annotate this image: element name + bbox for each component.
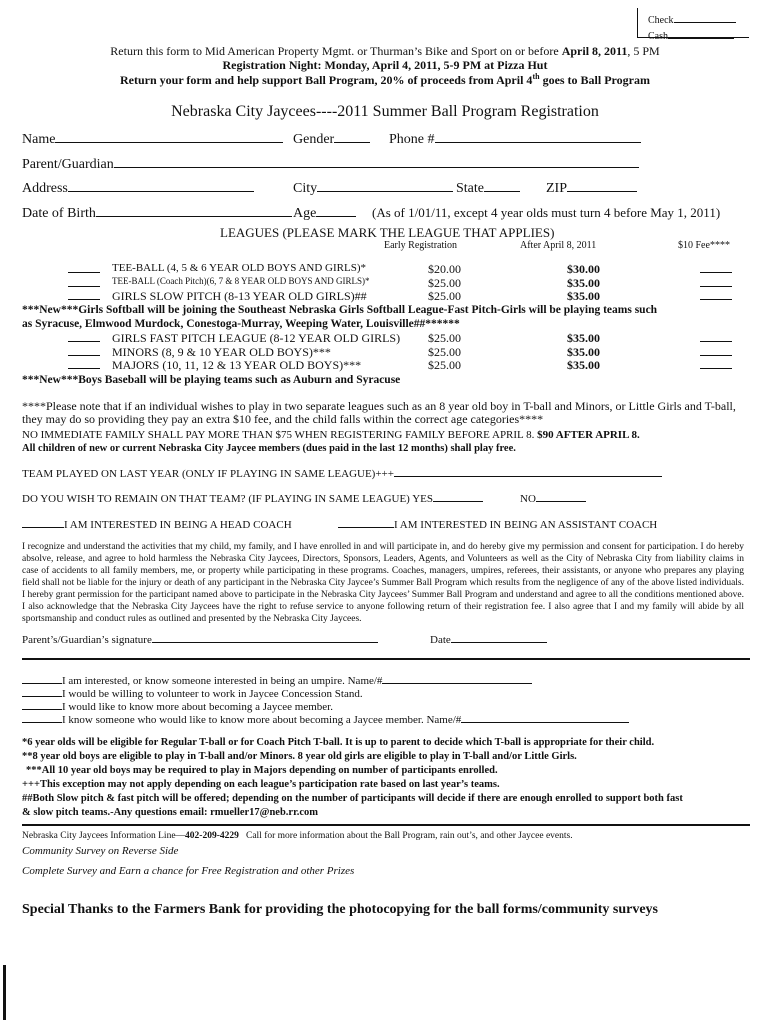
girls-softball-note: ***New***Girls Softball will be joining the Southeast Nebraska Girls Softball League-Fast Pitch-Girls will be playing teams such xyxy=(22,304,658,316)
girls-softball-note-2: as Syracuse, Elmwood Murdock, Conestoga-Murray, Weeping Water, Louisville##****** xyxy=(22,318,460,330)
footnote-pitch: ##Both Slow pitch & fast pitch will be offered; depending on the number of participants will decide if there are enough enrolled to support both fast xyxy=(22,793,683,804)
league-a-fee-line[interactable] xyxy=(700,272,732,273)
league-b-after-price: $35.00 xyxy=(567,358,600,372)
gender-field[interactable]: Gender xyxy=(293,131,370,148)
divider xyxy=(22,658,750,660)
league-b-checkbox-line[interactable] xyxy=(68,341,100,342)
age-note: (As of 1/01/11, except 4 year olds must turn 4 before May 1, 2011) xyxy=(372,205,721,220)
footnote-majors: ***All 10 year old boys may be required to play in Majors depending on number of participants enrolled. xyxy=(26,765,498,776)
address-field[interactable]: Address xyxy=(22,180,254,197)
league-a-name: TEE-BALL (Coach Pitch)(6, 7 & 8 YEAR OLD BOYS AND GIRLS)* xyxy=(112,276,370,286)
prize-note: Complete Survey and Earn a chance for Free Registration and other Prizes xyxy=(22,865,355,877)
league-b-fee-line[interactable] xyxy=(700,355,732,356)
league-a-after-price: $35.00 xyxy=(567,276,600,290)
family-max-note: NO IMMEDIATE FAMILY SHALL PAY MORE THAN $75 WHEN REGISTERING FAMILY BEFORE APRIL 8. $90 AFTER APRIL 8. xyxy=(22,429,640,441)
early-registration-header: Early Registration xyxy=(384,240,458,251)
league-a-checkbox-line[interactable] xyxy=(68,299,100,300)
footnote-tball: *6 year olds will be eligible for Regular T-ball or for Coach Pitch T-ball. It is up to parent to decide which T-ball is appropriate for their child. xyxy=(22,737,655,748)
liability-waiver: I recognize and understand the activities that my child, my family, and I have enrolled in and will participate in, and do hereby give my permission and consent for participation. I do hereby absolve, release, and agree to hold harmless the Nebraska City Jaycees, Directors, Sponsors, Leaders, Agents, and Volunteers as well as the City of Nebraska City from liability claims in case of accidents to all family members, me, or property while participating in these programs. Coaches, managers, umpires, referees, their assistants, or anyone who prepares any playing field shall not be liable for the injury or death of any participant in the Nebraska City Jaycee’s Summer Ball Program which results from the negligence of any of the above listed individuals. I hereby grant permission for the participant named above to participate in the Nebraska City Jaycees’ Summer Ball Program and understand and agree to all the conditions mentioned above. I also acknowledge that the Nebraska City Jaycees have the right to refuse service to anyone following return of their registration fee. I also agree that I and my family will abide by all sportsmanship and conduct rules as outlined and presented by the Nebraska City Jaycees. xyxy=(22,542,744,624)
league-a-checkbox-line[interactable] xyxy=(68,286,100,287)
league-b-early-price: $25.00 xyxy=(428,358,461,372)
after-date-header: After April 8, 2011 xyxy=(520,240,597,251)
league-a-checkbox-line[interactable] xyxy=(68,272,100,273)
date-field[interactable]: Date xyxy=(430,631,547,646)
league-a-fee-line[interactable] xyxy=(700,286,732,287)
league-b-name: GIRLS FAST PITCH LEAGUE (8-12 YEAR OLD GIRLS) xyxy=(112,331,401,345)
office-use-box xyxy=(637,8,749,42)
league-b-checkbox-line[interactable] xyxy=(68,355,100,356)
form-title: Nebraska City Jaycees----2011 Summer Ball Program Registration xyxy=(171,103,599,120)
remain-team-yes-field[interactable]: DO YOU WISH TO REMAIN ON THAT TEAM? (IF PLAYING IN SAME LEAGUE) YES xyxy=(22,490,483,505)
support-line: Return your form and help support Ball Program, 20% of proceeds from April 4th goes to Ball Program xyxy=(119,72,650,87)
league-a-early-price: $25.00 xyxy=(428,276,461,290)
league-a-early-price: $25.00 xyxy=(428,289,461,303)
league-a-name: GIRLS SLOW PITCH (8-13 YEAR OLD GIRLS)## xyxy=(112,289,367,303)
league-b-fee-line[interactable] xyxy=(700,368,732,369)
league-b-early-price: $25.00 xyxy=(428,331,461,345)
league-a-fee-line[interactable] xyxy=(700,299,732,300)
footnote-email: & slow pitch teams.-Any questions email: rmueller17@neb.rr.com xyxy=(22,807,319,818)
league-b-fee-line[interactable] xyxy=(700,341,732,342)
footnote-exception: +++This exception may not apply depending on each league’s participation rate based on last year’s teams. xyxy=(22,779,500,790)
city-field[interactable]: City xyxy=(293,180,453,197)
registration-night: Registration Night: Monday, April 4, 2011, 5-9 PM at Pizza Hut xyxy=(222,58,548,72)
footnote-8-year-olds: **8 year old boys are eligible to play in T-ball and/or Minors. 8 year old girls are eligible to play in T-ball and/or Little Girls. xyxy=(22,751,577,762)
dob-field[interactable]: Date of Birth xyxy=(22,205,292,222)
phone-field[interactable]: Phone # xyxy=(389,131,641,148)
thanks-banner: Special Thanks to the Farmers Bank for providing the photocopying for the ball forms/community surveys xyxy=(22,902,659,917)
league-a-early-price: $20.00 xyxy=(428,262,461,276)
league-b-early-price: $25.00 xyxy=(428,345,461,359)
league-b-after-price: $35.00 xyxy=(567,331,600,345)
remain-team-no-field[interactable]: NO xyxy=(520,490,586,505)
two-leagues-note: ****Please note that if an individual wishes to play in two separate leagues such as an 8 year old boy in T-ball and Minors, or Little Girls and T-ball, they may do so providing they pay an extra $10 fee, and the child falls within the correct age categories**** xyxy=(22,399,736,426)
last-year-team-field[interactable]: TEAM PLAYED ON LAST YEAR (ONLY IF PLAYING IN SAME LEAGUE)+++ xyxy=(22,465,662,480)
signature-field[interactable]: Parent’s/Guardian’s signature xyxy=(22,631,378,646)
info-line: Nebraska City Jaycees Information Line—402-209-4229 Call for more information about the Ball Program, rain out’s, and other Jaycee events. xyxy=(22,831,573,841)
concession-volunteer-field[interactable]: I would be willing to volunteer to work in Jaycee Concession Stand. xyxy=(22,685,363,700)
assistant-coach-field[interactable]: I AM INTERESTED IN BEING AN ASSISTANT COACH xyxy=(338,516,657,531)
leagues-heading: LEAGUES (PLEASE MARK THE LEAGUE THAT APPLIES) xyxy=(220,225,555,240)
name-field[interactable]: Name xyxy=(22,131,283,148)
members-free-note: All children of new or current Nebraska City Jaycee members (dues paid in the last 12 months) shall play free. xyxy=(22,443,516,454)
know-someone-member-field[interactable]: I know someone who would like to know more about becoming a Jaycee member. Name/# xyxy=(22,711,629,726)
community-survey-note: Community Survey on Reverse Side xyxy=(22,845,179,857)
boys-baseball-note: ***New***Boys Baseball will be playing teams such as Auburn and Syracuse xyxy=(22,374,401,386)
umpire-interest-field[interactable]: I am interested, or know someone interested in being an umpire. Name/# xyxy=(22,672,532,687)
return-instructions: Return this form to Mid American Property Mgmt. or Thurman’s Bike and Sport on or before April 8, 2011, 5 PM xyxy=(110,44,660,58)
head-coach-field[interactable]: I AM INTERESTED IN BEING A HEAD COACH xyxy=(22,516,292,531)
divider-2 xyxy=(22,824,750,826)
cash-field[interactable]: Cash xyxy=(648,27,749,43)
league-b-after-price: $35.00 xyxy=(567,345,600,359)
league-a-name: TEE-BALL (4, 5 & 6 YEAR OLD BOYS AND GIRLS)* xyxy=(112,262,367,274)
league-b-name: MAJORS (10, 11, 12 & 13 YEAR OLD BOYS)*** xyxy=(112,358,362,372)
zip-field[interactable]: ZIP xyxy=(546,180,637,197)
fee-header: $10 Fee**** xyxy=(678,240,730,251)
scan-edge-mark xyxy=(3,965,6,1020)
state-field[interactable]: State xyxy=(456,180,520,197)
league-a-after-price: $35.00 xyxy=(567,289,600,303)
check-field[interactable]: Check xyxy=(648,11,749,27)
age-field[interactable]: Age xyxy=(293,205,356,222)
jaycee-member-interest-field[interactable]: I would like to know more about becoming a Jaycee member. xyxy=(22,698,333,713)
parent-guardian-field[interactable]: Parent/Guardian xyxy=(22,156,639,173)
league-b-checkbox-line[interactable] xyxy=(68,368,100,369)
league-a-after-price: $30.00 xyxy=(567,262,600,276)
league-b-name: MINORS (8, 9 & 10 YEAR OLD BOYS)*** xyxy=(112,345,331,359)
